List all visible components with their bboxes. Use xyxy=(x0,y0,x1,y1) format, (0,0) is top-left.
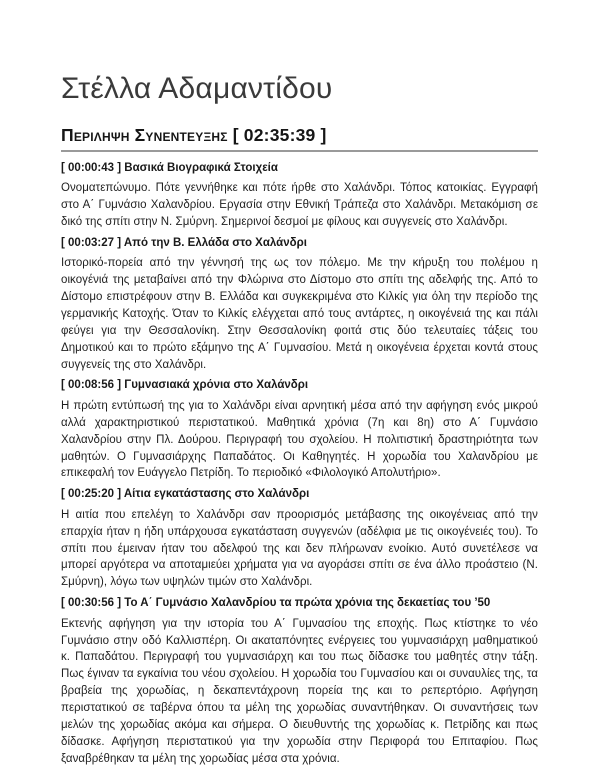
section-title: Το Α΄ Γυμνάσιο Χαλανδρίου τα πρώτα χρόνια της δεκαετίας του ’50 xyxy=(124,597,491,610)
section-heading xyxy=(61,487,538,501)
section-body: Εκτενής αφήγηση για την ιστορία του Α΄ Γυμνασίου της εποχής. Πως κτίστηκε το νέο Γυμνάσιο στην οδό Καλλισπέρη. Οι ακαταπόνητες ενέργειες του γυμνασιάρχη μαθηματικού κ. Παπαδάτου. Περιγραφή του γυμνασιάρχη και του πως δίδασκε του μαθητές στην τάξη. Πως έγιναν τα εγκαίνια του νέου σχολείου. Η χορωδία του Γυμνασίου και οι συναυλίες της, τα βραβεία της χορωδίας, η δεκαπεντάχρονη πορεία της και το ρεπερτόριο. Αφήγηση περιστατικού σε ταβέρνα όπου τα μέλη της χορωδίας συναντήθηκαν. Οι συναντήσεις των μελών της χορωδίας ακόμα και σήμερα. Ο διευθυντής της χορωδίας κ. Πετρίδης και πως δίδασκε. Αφήγηση περιστατικού για την χορωδία στην Περιφορά του Επιταφίου. Πως ξαναβρέθηκαν τα μέλη της χορωδίας μέσα στα χρόνια. xyxy=(61,617,538,765)
section-heading xyxy=(61,161,538,175)
document-title: Στέλλα Αδαμαντίδου xyxy=(61,72,333,105)
section-body: Ιστορικό-πορεία από την γέννησή της ως τον πόλεμο. Με την κήρυξη του πολέμου η οικογένιά της μεταβαίνει από την Φλώρινα στο Δίστομο στο σπίτι της αδελφής της. Από το Δίστομο επιστρέφουν στην Β. Ελλάδα και συγκεκριμένα στο Κιλκίς για όλη την περίοδο της γερμανικής Κατοχής. Όταν το Κιλκίς ελέγχεται από τους αντάρτες, η οικογένειά της και πάλι φεύγει για την Θεσσαλονίκη. Στην Θεσσαλονίκη φοιτά στις δύο τελευταίες τάξεις του Δημοτικού και το πρώτο εξάμηνο της Α΄ Γυμνασίου. Μετά η οικογένεια έρχεται κοντά στους συγγενείς της στο Χαλάνδρι. xyxy=(61,257,538,371)
section-body: Η πρώτη εντύπωσή της για το Χαλάνδρι είναι αρνητική μέσα από την αφήγηση ενός μικρού αλλά χαρακτηριστικού περιστατικού. Μαθητικά χρόνια (7η και 8η) στο Α΄ Γυμνάσιο Χαλανδρίου στην Πλ. Δούρου. Περιγραφή του σχολείου. Η πολιτιστική δραστηριότητα των μαθητών. Ο Γυμνασιάρχης Παπαδάτος. Οι Καθηγητές. Η χορωδία του Χαλανδρίου με επικεφαλή τον Ευάγγελο Πετρίδη. Το περιοδικό «Φιλολογικό Απολυτήριο». xyxy=(61,399,538,480)
section-first-gymnasium-50s xyxy=(61,596,538,768)
section-basic-bio xyxy=(61,161,538,231)
section-from-north-greece xyxy=(61,236,538,374)
summary-heading-label: Περιληψη Συνεντευξης xyxy=(61,124,228,145)
summary-heading xyxy=(61,125,538,152)
section-body: Η αιτία που επελέγη το Χαλάνδρι σαν προορισμός μετάβασης της οικογένειας από την επαρχία ήταν η ήδη υπάρχουσα εγκατάσταση συγγενών (αδέλφια με τις οικογένειές του). Το σπίτι που έμειναν ήταν του αδελφού της και δεν πλήρωναν ενοίκιο. Αυτό συνετέλεσε να μπορεί αργότερα να αποταμιεύει χρήματα για να αγοράσει σπίτι σε ένα άλλο προάστειο (Ν. Σμύρνη), λόγω των υψηλών τιμών στο Χαλάνδρι. xyxy=(61,508,538,589)
section-gymnasium-years xyxy=(61,378,538,482)
summary-heading-duration: [ 02:35:39 ] xyxy=(232,124,327,145)
section-title: Γυμνασιακά χρόνια στο Χαλάνδρι xyxy=(124,379,309,392)
section-title: Βασικά Βιογραφικά Στοιχεία xyxy=(124,161,278,174)
section-title: Από την Β. Ελλάδα στο Χαλάνδρι xyxy=(123,236,307,249)
section-timestamp: [ 00:30:56 ] xyxy=(61,597,122,610)
section-heading xyxy=(61,596,538,610)
section-title: Αίτια εγκατάστασης στο Χαλάνδρι xyxy=(123,488,310,501)
section-settlement-reasons xyxy=(61,487,538,591)
section-timestamp: [ 00:25:20 ] xyxy=(61,488,122,501)
section-timestamp: [ 00:08:56 ] xyxy=(61,379,122,392)
section-heading xyxy=(61,236,538,250)
section-body: Ονοματεπώνυμο. Πότε γεννήθηκε και πότε ήρθε στο Χαλάνδρι. Τόπος κατοικίας. Εγγραφή στο Α΄ Γυμνάσιο Χαλανδρίου. Εργασία στην Εθνική Τράπεζα στο Χαλάνδρι. Μετακόμιση σε δικό της σπίτι στην Ν. Σμύρνη. Σημερινοί δεσμοί με φίλους και συγγενείς στο Χαλάνδρι. xyxy=(61,182,538,228)
section-timestamp: [ 00:00:43 ] xyxy=(61,161,122,174)
section-timestamp: [ 00:03:27 ] xyxy=(61,236,122,249)
section-heading xyxy=(61,378,538,392)
